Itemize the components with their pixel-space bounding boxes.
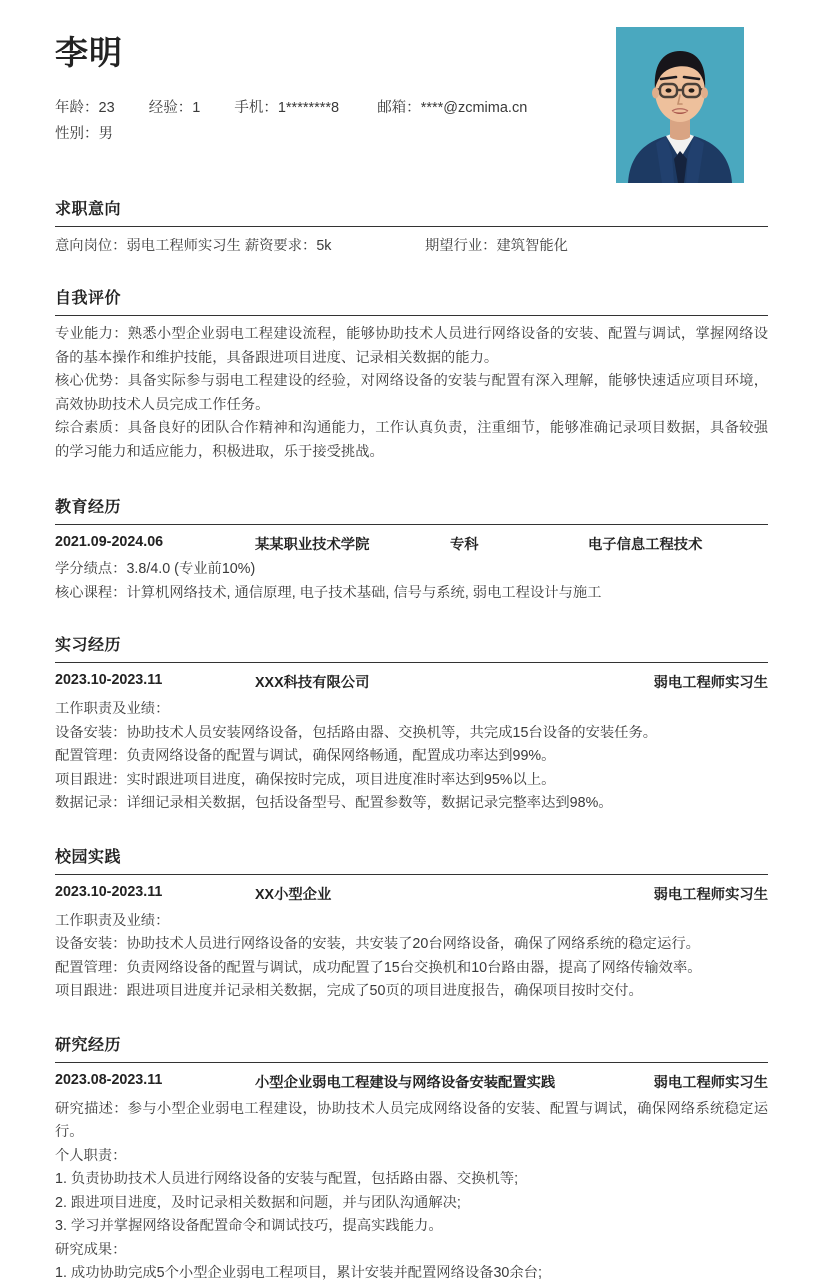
section-education: [0, 494, 820, 605]
intent-position-value: 弱电工程师实习生: [126, 238, 241, 254]
campus-entry-header: [55, 884, 768, 908]
research-description: 研究描述：参与小型企业弱电工程建设，协助技术人员完成网络设备的安装、配置与调试，确保网络系统稳定运行。: [55, 1100, 768, 1140]
campus-bullet: 项目跟进：跟进项目进度并记录相关数据，完成了50页的项目进度报告，确保项目按时交付。: [55, 983, 643, 999]
section-title-education: 教育经历: [55, 494, 768, 525]
section-title-self-evaluation: 自我评价: [55, 285, 768, 316]
internship-bullet: 配置管理：负责网络设备的配置与调试，确保网络畅通，配置成功率达到99%。: [55, 748, 556, 764]
section-internship: [0, 632, 820, 816]
job-intent-row: [55, 234, 768, 258]
section-title-campus-practice: 校园实践: [55, 844, 768, 875]
section-research: [0, 1032, 820, 1286]
internship-bullet: 项目跟进：实时跟进项目进度，确保按时完成，项目进度准时率达到95%以上。: [55, 771, 556, 788]
resume-header: [0, 0, 820, 170]
field-experience: 经验：1: [148, 100, 201, 117]
self-evaluation-paragraph: 综合素质：具备良好的团队合作精神和沟通能力，工作认真负责，注重细节，能够准确记录项目数据，具备较强的学习能力和适应能力，积极进取，乐于接受挑战。: [55, 420, 768, 460]
research-date: 2023.08-2023.11: [55, 1071, 163, 1088]
intent-position-label: 意向岗位：: [55, 238, 127, 254]
section-title-internship: 实习经历: [55, 632, 768, 663]
self-evaluation-paragraph: 专业能力：熟悉小型企业弱电工程建设流程，能够协助技术人员进行网络设备的安装、配置与调试，掌握网络设备的基本操作和维护技能，具备跟进项目进度、记录相关数据的能力。: [55, 326, 768, 366]
research-duty-item: 3. 学习并掌握网络设备配置命令和调试技巧，提高实践能力。: [55, 1218, 443, 1234]
education-entry-header: [55, 534, 768, 558]
section-body-campus-practice: [55, 875, 768, 1004]
research-project: 小型企业弱电工程建设与网络设备安装配置实践: [255, 1074, 556, 1091]
research-duty-item: 2. 跟进项目进度，及时记录相关数据和问题，并与团队沟通解决;: [55, 1194, 461, 1211]
research-results-label: 研究成果：: [55, 1241, 127, 1258]
field-gender: 性别：男: [55, 126, 113, 143]
research-role: 弱电工程师实习生: [653, 1074, 768, 1091]
job-intent-right: [425, 234, 568, 258]
avatar: [616, 27, 744, 183]
section-self-evaluation: [0, 285, 820, 464]
campus-date: 2023.10-2023.11: [55, 883, 163, 900]
research-result-item: 1. 成功协助完成5个小型企业弱电工程项目，累计安装并配置网络设备30余台;: [55, 1265, 542, 1281]
section-body-self-evaluation: [55, 316, 768, 464]
section-title-research: 研究经历: [55, 1032, 768, 1063]
education-date: 2021.09-2024.06: [55, 534, 164, 550]
section-title-job-intent: 求职意向: [55, 196, 768, 227]
field-phone: 手机：1********8: [234, 100, 340, 117]
education-courses: 核心课程：计算机网络技术, 通信原理, 电子技术基础, 信号与系统, 弱电工程设计与施工: [55, 584, 602, 601]
portrait-photo-illustration: [616, 27, 744, 183]
intent-salary-value: 5k: [316, 238, 332, 254]
internship-company: XXX科技有限公司: [255, 675, 370, 691]
internship-entry-header: [55, 672, 768, 696]
intent-industry-value: 建筑智能化: [496, 238, 568, 254]
internship-role: 弱电工程师实习生: [653, 675, 768, 691]
research-duty-item: 1. 负责协助技术人员进行网络设备的安装与配置，包括路由器、交换机等;: [55, 1171, 519, 1187]
education-school: 某某职业技术学院: [255, 537, 370, 553]
intent-salary-label: 薪资要求：: [244, 238, 317, 254]
self-evaluation-paragraph: 核心优势：具备实际参与弱电工程建设的经验，对网络设备的安装与配置有深入理解，能够快速适应项目环境，高效协助技术人员完成工作任务。: [55, 373, 768, 413]
education-major: 电子信息工程技术: [588, 537, 703, 553]
section-body-research: [55, 1063, 768, 1286]
campus-bullet: 配置管理：负责网络设备的配置与调试，成功配置了15台交换机和10台路由器，提高了网络传输效率。: [55, 959, 702, 976]
education-degree: 专科: [450, 537, 479, 553]
page-title: 李明: [55, 34, 123, 71]
education-gpa: 学分绩点：3.8/4.0 (专业前10%): [55, 561, 256, 577]
section-body-education: [55, 525, 768, 605]
internship-bullet: 数据记录：详细记录相关数据，包括设备型号、配置参数等，数据记录完整率达到98%。: [55, 795, 613, 811]
research-entry-header: [55, 1072, 768, 1096]
internship-date: 2023.10-2023.11: [55, 672, 163, 688]
job-intent-left: [55, 234, 331, 258]
internship-bullet: 设备安装：协助技术人员安装网络设备，包括路由器、交换机等，共完成15台设备的安装任务。: [55, 724, 658, 741]
internship-duties-label: 工作职责及业绩：: [55, 701, 170, 717]
intent-industry-label: 期望行业：: [425, 238, 497, 254]
campus-role: 弱电工程师实习生: [653, 886, 768, 903]
field-email: 邮箱：****@zcmima.cn: [377, 100, 528, 117]
section-campus-practice: [0, 844, 820, 1004]
section-body-job-intent: [55, 227, 768, 258]
campus-company: XX小型企业: [255, 886, 332, 903]
field-age: 年龄：23: [55, 100, 115, 117]
section-body-internship: [55, 663, 768, 816]
campus-duties-label: 工作职责及业绩：: [55, 912, 170, 929]
section-job-intent: [0, 196, 820, 258]
research-duties-label: 个人职责：: [55, 1147, 127, 1164]
campus-bullet: 设备安装：协助技术人员进行网络设备的安装，共安装了20台网络设备，确保了网络系统的稳定运行。: [55, 936, 700, 952]
